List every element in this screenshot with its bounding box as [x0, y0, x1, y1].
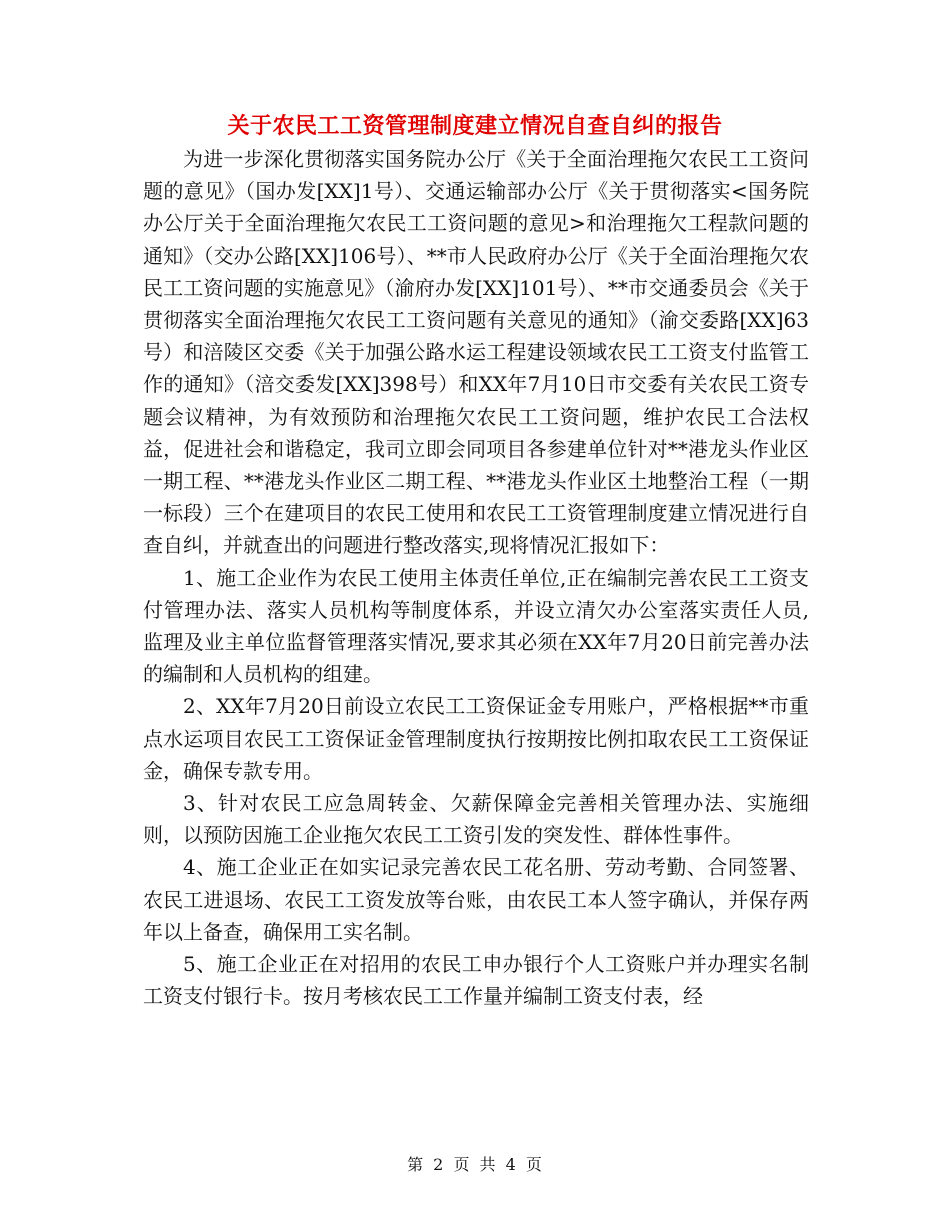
document-body	[143, 143, 809, 1012]
page-number-footer: 第 2 页 共 4 页	[407, 1155, 543, 1174]
document-title: 关于农民工工资管理制度建立情况自查自纠的报告	[227, 113, 723, 139]
item-paragraph-3: 3、针对农民工应急周转金、欠薪保障金完善相关管理办法、实施细则，以预防因施工企业拖欠农民工工资引发的突发性、群体性事件。	[143, 791, 809, 848]
item-paragraph-1: 1、施工企业作为农民工使用主体责任单位,正在编制完善农民工工资支付管理办法、落实人员机构等制度体系，并设立清欠办公室落实责任人员,监理及业主单位监督管理落实情况,要求其必须在XX年7月20日前完善办法的编制和人员机构的组建。	[143, 565, 809, 687]
item-paragraph-5: 5、施工企业正在对招用的农民工申办银行个人工资账户并办理实名制工资支付银行卡。按月考核农民工工作量并编制工资支付表，经	[143, 952, 809, 1009]
item-paragraph-2: 2、XX年7月20日前设立农民工工资保证金专用账户，严格根据**市重点水运项目农民工工资保证金管理制度执行按期按比例扣取农民工工资保证金，确保专款专用。	[143, 694, 809, 783]
item-paragraph-4: 4、施工企业正在如实记录完善农民工花名册、劳动考勤、合同签署、农民工进退场、农民工工资发放等台账，由农民工本人签字确认，并保存两年以上备查，确保用工实名制。	[143, 855, 809, 944]
intro-paragraph: 为进一步深化贯彻落实国务院办公厅《关于全面治理拖欠农民工工资问题的意见》（国办发[XX]1号）、交通运输部办公厅《关于贯彻落实<国务院办公厅关于全面治理拖欠农民工工资问题的意见>和治理拖欠工程款问题的通知》（交办公路[XX]106号）、**市人民政府办公厅《关于全面治理拖欠农民工工资问题的实施意见》（渝府办发[XX]101号）、**市交通委员会《关于贯彻落实全面治理拖欠农民工工资问题有关意见的通知》（渝交委路[XX]63号）和涪陵区交委《关于加强公路水运工程建设领域农民工工资支付监管工作的通知》（涪交委发[XX]398号）和XX年7月10日市交委有关农民工资专题会议精神，为有效预防和治理拖欠农民工工资问题，维护农民工合法权益，促进社会和谐稳定，我司立即会同项目各参建单位针对**港龙头作业区一期工程、**港龙头作业区二期工程、**港龙头作业区土地整治工程（一期一标段）三个在建项目的农民工使用和农民工工资管理制度建立情况进行自查自纠，并就查出的问题进行整改落实,现将情况汇报如下：	[143, 147, 809, 558]
